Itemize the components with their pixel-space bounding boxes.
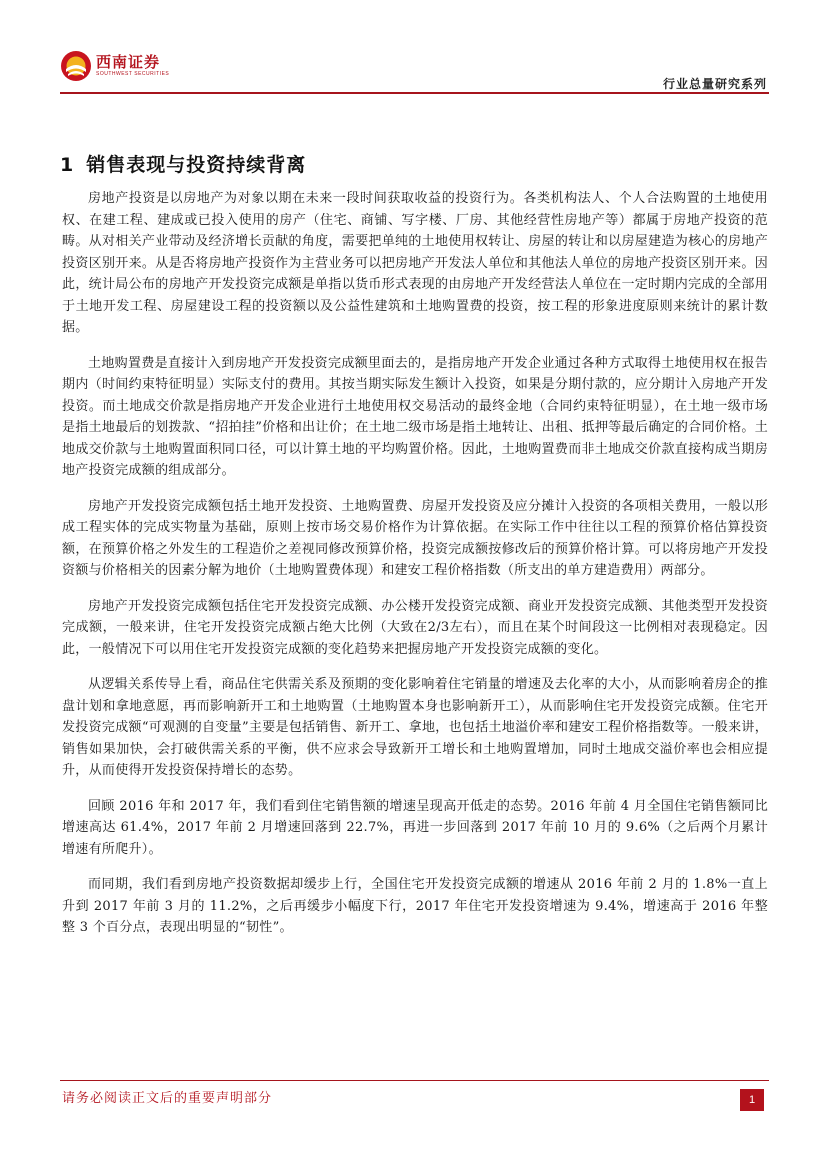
company-logo — [60, 50, 169, 82]
logo-english-name: SOUTHWEST SECURITIES — [96, 71, 170, 77]
page-number: 1 — [740, 1089, 764, 1111]
logo-chinese-name: 西南证券 — [96, 53, 161, 71]
footer-disclaimer: 请务必阅读正文后的重要声明部分 — [62, 1091, 273, 1106]
paragraph: 房地产开发投资完成额包括土地开发投资、土地购置费、房屋开发投资及应分摊计入投资的各项相关费用，一般以形成工程实体的完成实物量为基础，原则上按市场交易价格作为计算依据。在实际工作中往往以工程的预算价格估算投资额，在预算价格之外发生的工程造价之差视同修改预算价格，投资完成额按修改后的预算价格计算。可以将房地产开发投资额与价格相关的因素分解为地价（土地购置费体现）和建安工程价格指数（所支出的单方建造费用）两部分。 — [62, 498, 768, 578]
report-series-title: 行业总量研究系列 — [662, 77, 767, 91]
paragraph: 而同期，我们看到房地产投资数据却缓步上行，全国住宅开发投资完成额的增速从 2016 年前 2 月的 1.8%一直上升到 2017 年前 3 月的 11.2%，之后再缓步小幅度下行，2017 年住宅开发投资增速为 9.4%，增速高于 2016 年整整 3 个百分点，表现出明显的“韧性”。 — [62, 877, 768, 935]
paragraph: 房地产开发投资完成额包括住宅开发投资完成额、办公楼开发投资完成额、商业开发投资完成额、其他类型开发投资完成额，一般来讲，住宅开发投资完成额占绝大比例（大致在2/3左右），而且在某个时间段这一比例相对表现稳定。因此，一般情况下可以用住宅开发投资完成额的变化趋势来把握房地产开发投资完成额的变化。 — [62, 598, 768, 657]
paragraph: 土地购置费是直接计入到房地产开发投资完成额里面去的，是指房地产开发企业通过各种方式取得土地使用权在报告期内（时间约束特征明显）实际支付的费用。其按当期实际发生额计入投资，如果是分期付款的，应分期计入房地产开发投资。而土地成交价款是指房地产开发企业进行土地使用权交易活动的最终金地（合同约束特征明显），在土地一级市场是指土地最后的划拨款、“招拍挂”价格和出让价；在土地二级市场是指土地转让、出租、抵押等最后确定的合同价格。土地成交价款与土地购置面积同口径，可以计算土地的平均购置价格。因此，土地购置费而非土地成交价款直接构成当期房地产投资完成额的组成部分。 — [62, 355, 768, 478]
section-heading — [60, 150, 306, 177]
article-body — [62, 188, 768, 953]
paragraph: 从逻辑关系传导上看，商品住宅供需关系及预期的变化影响着住宅销量的增速及去化率的大小，从而影响着房企的推盘计划和拿地意愿，再而影响新开工和土地购置（土地购置本身也影响新开工），从而影响住宅开发投资完成额。住宅开发投资完成额“可观测的自变量”主要是包括销售、新开工、拿地，也包括土地溢价率和建安工程价格指数等。一般来讲，销售如果加快，会打破供需关系的平衡，供不应求会导致新开工增长和土地购置增加，同时土地成交溢价率也会相应提升，从而使得开发投资保持增长的态势。 — [62, 677, 768, 778]
logo-emblem-icon — [60, 50, 92, 82]
paragraph: 回顾 2016 年和 2017 年，我们看到住宅销售额的增速呈现高开低走的态势。2016 年前 4 月全国住宅销售额同比增速高达 61.4%，2017 年前 2 月增速回落到 22.7%，再进一步回落到 2017 年前 10 月的 9.6%（之后两个月累计增速有所爬升）。 — [62, 798, 768, 857]
footer-divider — [60, 1080, 769, 1081]
header-divider — [60, 92, 769, 94]
paragraph: 房地产投资是以房地产为对象以期在未来一段时间获取收益的投资行为。各类机构法人、个人合法购置的土地使用权、在建工程、建成或已投入使用的房产（住宅、商铺、写字楼、厂房、其他经营性房地产等）都属于房地产投资的范畴。从对相关产业带动及经济增长贡献的角度，需要把单纯的土地使用权转让、房屋的转让和以房屋建造为核心的房地产投资区别开来。从是否将房地产投资作为主营业务可以把房地产开发法人单位和其他法人单位的房地产投资区别开来。因此，统计局公布的房地产开发投资完成额是单指以货币形式表现的由房地产开发经营法人单位在一定时期内完成的全部用于土地开发工程、房屋建设工程的投资额以及公益性建筑和土地购置费的投资，按工程的形象进度原则来统计的累计数据。 — [62, 191, 768, 335]
section-title: 销售表现与投资持续背离 — [86, 154, 307, 176]
page-header — [60, 44, 769, 94]
section-number: 1 — [60, 154, 75, 176]
